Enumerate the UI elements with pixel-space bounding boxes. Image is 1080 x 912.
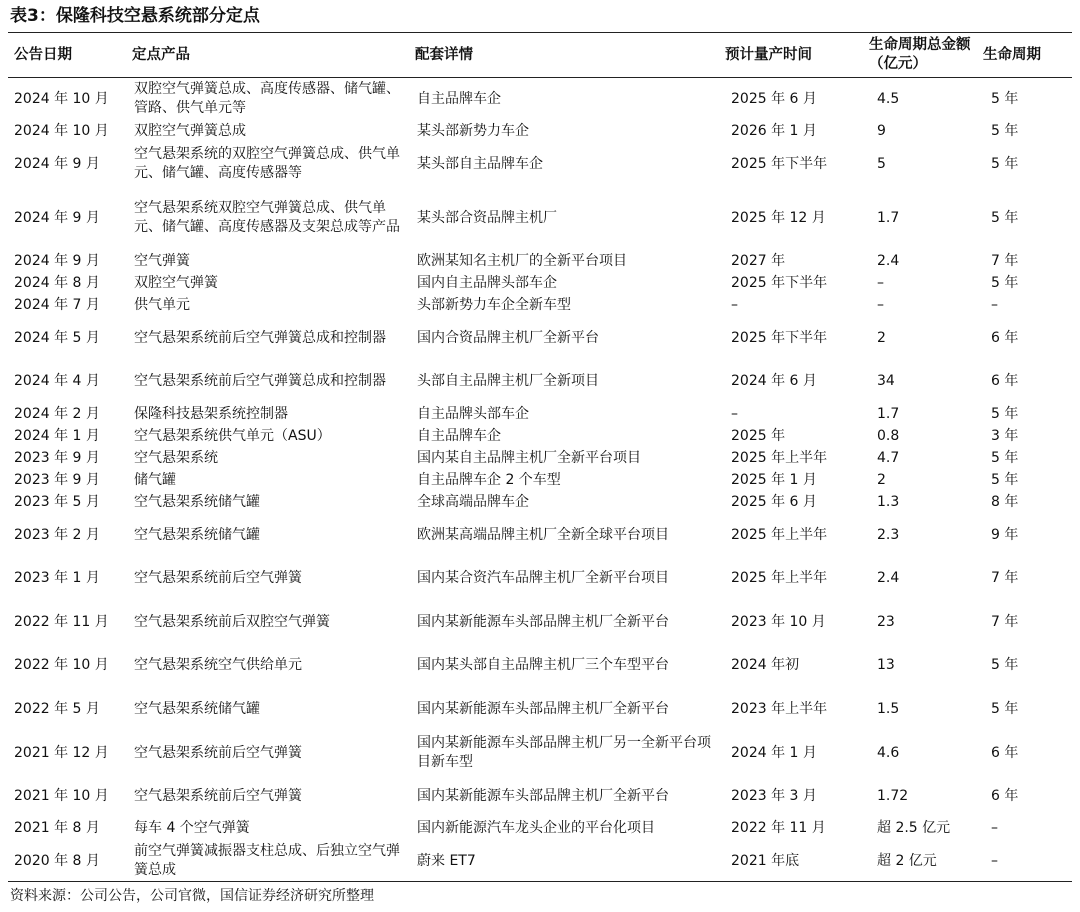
cell-lifetime-value: 23 [877,613,895,630]
cell-mass-production: 2024 年 6 月 [731,373,817,389]
table-row [8,644,1072,688]
cell-detail: 头部自主品牌主机厂全新项目 [417,373,599,389]
column-header-detail: 配套详情 [411,34,721,78]
column-header-product: 定点产品 [128,34,411,78]
cell-detail: 国内某新能源车头部品牌主机厂全新平台 [417,701,669,717]
cell-lifetime-value: 2.3 [877,526,900,543]
cell-lifetime-value: 34 [877,373,895,389]
cell-date: 2021 年 10 月 [14,787,109,804]
cell-lifetime-value: 1.72 [877,787,909,804]
cell-lifetime: 5 年 [991,472,1019,488]
cell-detail: 欧洲某知名主机厂的全新平台项目 [417,253,627,269]
cell-detail: 全球高端品牌车企 [417,494,529,510]
cell-mass-production: 2025 年下半年 [731,275,828,291]
cell-date: 2022 年 5 月 [14,701,100,717]
cell-lifetime: 5 年 [991,155,1019,172]
cell-mass-production: 2023 年上半年 [731,701,828,717]
cell-lifetime-value: 1.5 [877,701,900,717]
table-row [8,186,1072,251]
cell-mass-production: 2024 年 1 月 [731,744,817,761]
cell-mass-production: 2025 年上半年 [731,526,828,543]
cell-date: 2024 年 1 月 [14,428,100,444]
cell-product: 供气单元 [134,297,190,313]
designation-table [8,34,1072,883]
cell-lifetime: 3 年 [991,428,1019,444]
cell-lifetime: 5 年 [991,701,1019,717]
cell-product: 空气悬架系统前后空气弹簧 [134,570,302,586]
cell-lifetime: 5 年 [991,90,1019,107]
cell-mass-production: 2023 年 3 月 [731,787,817,804]
bottom-rule [8,881,1072,882]
cell-lifetime-value: 2.4 [877,570,900,586]
table-row [8,514,1072,557]
cell-lifetime-value: 2.4 [877,253,900,269]
cell-product: 空气悬架系统空气供给单元 [134,657,302,673]
cell-detail: 欧洲某高端品牌主机厂全新全球平台项目 [417,526,669,543]
table-row [8,78,1072,121]
cell-detail: 头部新势力车企全新车型 [417,297,571,313]
cell-date: 2023 年 2 月 [14,526,100,543]
table-row [8,492,1072,514]
cell-product: 空气悬架系统 [134,450,218,466]
cell-date: 2024 年 9 月 [14,209,100,226]
cell-detail: 某头部自主品牌车企 [417,155,543,172]
cell-mass-production: 2025 年 [731,428,786,444]
cell-lifetime: 8 年 [991,494,1019,510]
table-row [8,557,1072,601]
cell-detail: 自主品牌车企 [417,428,501,444]
header-row [8,34,1072,78]
cell-date: 2023 年 9 月 [14,472,100,488]
table-row [8,426,1072,448]
cell-product: 空气悬架系统供气单元（ASU） [134,428,331,444]
table-title: 表3：保隆科技空悬系统部分定点 [10,6,260,26]
table-row [8,121,1072,143]
cell-lifetime: 5 年 [991,209,1019,226]
cell-product: 空气弹簧 [134,253,190,269]
cell-date: 2024 年 2 月 [14,406,100,422]
column-header-lifetime: 生命周期 [979,34,1072,78]
cell-date: 2020 年 8 月 [14,852,100,869]
cell-lifetime: 5 年 [991,657,1019,673]
cell-product: 空气悬架系统前后双腔空气弹簧 [134,613,330,630]
cell-lifetime-value: 1.7 [877,406,900,422]
cell-date: 2023 年 9 月 [14,450,100,466]
cell-date: 2024 年 9 月 [14,253,100,269]
cell-date: 2022 年 10 月 [14,657,109,673]
cell-lifetime: 6 年 [991,373,1019,389]
cell-date: 2024 年 7 月 [14,297,100,313]
cell-detail: 国内自主品牌头部车企 [417,275,557,291]
cell-lifetime-value: – [877,275,884,291]
cell-lifetime-value: 4.7 [877,450,900,466]
cell-mass-production: 2025 年 12 月 [731,209,826,226]
cell-lifetime: 9 年 [991,526,1019,543]
table-row [8,840,1072,883]
cell-product: 双腔空气弹簧总成 [134,123,246,139]
cell-date: 2021 年 12 月 [14,744,109,761]
cell-date: 2024 年 5 月 [14,329,100,346]
cell-lifetime-value: 超 2 亿元 [877,852,937,869]
cell-mass-production: 2025 年 1 月 [731,472,817,488]
cell-product: 保隆科技悬架系统控制器 [134,406,288,422]
cell-product: 空气悬架系统前后空气弹簧 [134,744,302,761]
cell-lifetime-value: 0.8 [877,428,900,444]
column-header-mass-production: 预计量产时间 [721,34,865,78]
cell-lifetime-value: 5 [877,155,886,172]
cell-mass-production: 2022 年 11 月 [731,820,826,836]
cell-detail: 自主品牌头部车企 [417,406,529,422]
cell-mass-production: 2027 年 [731,253,786,269]
cell-product: 空气悬架系统前后空气弹簧 [134,787,302,804]
cell-mass-production: – [731,297,738,313]
cell-lifetime-value: 超 2.5 亿元 [877,820,951,836]
cell-lifetime: 6 年 [991,787,1019,804]
cell-lifetime-value: 4.6 [877,744,900,761]
table-row [8,317,1072,360]
column-header-date: 公告日期 [8,34,128,78]
table-row [8,732,1072,775]
cell-mass-production: 2025 年上半年 [731,570,828,586]
cell-product: 空气悬架系统双腔空气弹簧总成、供气单元、储气罐、高度传感器及支架总成等产品 [134,200,400,235]
cell-lifetime: 6 年 [991,329,1019,346]
cell-detail: 自主品牌车企 [417,90,501,107]
cell-product: 双腔空气弹簧总成、高度传感器、储气罐、管路、供气单元等 [134,81,400,117]
cell-lifetime-value: 2 [877,329,886,346]
cell-lifetime-value: 2 [877,472,886,488]
cell-mass-production: 2025 年 6 月 [731,90,817,107]
cell-lifetime: 5 年 [991,450,1019,466]
cell-detail: 蔚来 ET7 [417,852,476,869]
cell-lifetime: 5 年 [991,406,1019,422]
cell-date: 2021 年 8 月 [14,820,100,836]
cell-date: 2024 年 10 月 [14,90,109,107]
cell-lifetime-value: 1.7 [877,209,900,226]
top-rule [8,32,1072,33]
cell-detail: 某头部新势力车企 [417,123,529,139]
source-note: 资料来源：公司公告，公司官微，国信证券经济研究所整理 [10,888,374,904]
table-row [8,601,1072,644]
cell-product: 空气悬架系统储气罐 [134,494,260,510]
cell-date: 2024 年 4 月 [14,373,100,389]
table-row [8,404,1072,426]
cell-product: 双腔空气弹簧 [134,275,218,291]
cell-lifetime-value: – [877,297,884,313]
column-header-lifetime-value: 生命周期总金额（亿元） [865,34,979,78]
cell-date: 2022 年 11 月 [14,613,109,630]
table-row [8,295,1072,317]
cell-mass-production: 2025 年下半年 [731,155,828,172]
cell-lifetime: – [991,297,998,313]
cell-date: 2023 年 1 月 [14,570,100,586]
cell-mass-production: 2023 年 10 月 [731,613,826,630]
cell-mass-production: 2025 年下半年 [731,329,828,346]
cell-lifetime: 7 年 [991,613,1019,630]
cell-product: 空气悬架系统储气罐 [134,526,260,543]
cell-date: 2023 年 5 月 [14,494,100,510]
cell-detail: 国内新能源汽车龙头企业的平台化项目 [417,820,655,836]
cell-detail: 自主品牌车企 2 个车型 [417,472,561,488]
cell-lifetime: 6 年 [991,744,1019,761]
cell-lifetime: 5 年 [991,123,1019,139]
table-row [8,360,1072,404]
cell-product: 每车 4 个空气弹簧 [134,820,250,836]
cell-product: 空气悬架系统前后空气弹簧总成和控制器 [134,329,386,346]
table-row [8,470,1072,492]
table-row [8,818,1072,840]
cell-lifetime: 7 年 [991,570,1019,586]
cell-mass-production: 2024 年初 [731,657,800,673]
table-row [8,688,1072,732]
cell-mass-production: 2025 年上半年 [731,450,828,466]
cell-detail: 国内某自主品牌主机厂全新平台项目 [417,450,641,466]
cell-product: 前空气弹簧减振器支柱总成、后独立空气弹簧总成 [134,843,400,878]
cell-lifetime: – [991,820,998,836]
table-row [8,273,1072,295]
cell-detail: 某头部合资品牌主机厂 [417,209,557,226]
cell-lifetime: 5 年 [991,275,1019,291]
cell-date: 2024 年 10 月 [14,123,109,139]
cell-product: 空气悬架系统储气罐 [134,701,260,717]
table-row [8,143,1072,186]
table-row [8,448,1072,470]
table-body [8,78,1072,883]
cell-detail: 国内某新能源车头部品牌主机厂另一全新平台项目新车型 [417,735,711,770]
cell-detail: 国内某新能源车头部品牌主机厂全新平台 [417,787,669,804]
cell-mass-production: 2025 年 6 月 [731,494,817,510]
cell-lifetime-value: 9 [877,123,886,139]
cell-date: 2024 年 8 月 [14,275,100,291]
cell-lifetime-value: 13 [877,657,895,673]
cell-product: 储气罐 [134,472,176,488]
cell-detail: 国内某新能源车头部品牌主机厂全新平台 [417,613,669,630]
cell-mass-production: 2021 年底 [731,852,800,869]
cell-date: 2024 年 9 月 [14,155,100,172]
cell-detail: 国内某合资汽车品牌主机厂全新平台项目 [417,570,669,586]
table-row [8,775,1072,818]
cell-detail: 国内合资品牌主机厂全新平台 [417,329,599,346]
cell-lifetime: – [991,852,998,869]
cell-lifetime-value: 1.3 [877,494,900,510]
cell-product: 空气悬架系统前后空气弹簧总成和控制器 [134,373,386,389]
cell-mass-production: 2026 年 1 月 [731,123,817,139]
cell-lifetime-value: 4.5 [877,90,900,107]
cell-lifetime: 7 年 [991,253,1019,269]
cell-mass-production: – [731,406,738,422]
cell-product: 空气悬架系统的双腔空气弹簧总成、供气单元、储气罐、高度传感器等 [134,146,400,181]
table-row [8,251,1072,273]
cell-detail: 国内某头部自主品牌主机厂三个车型平台 [417,657,669,673]
